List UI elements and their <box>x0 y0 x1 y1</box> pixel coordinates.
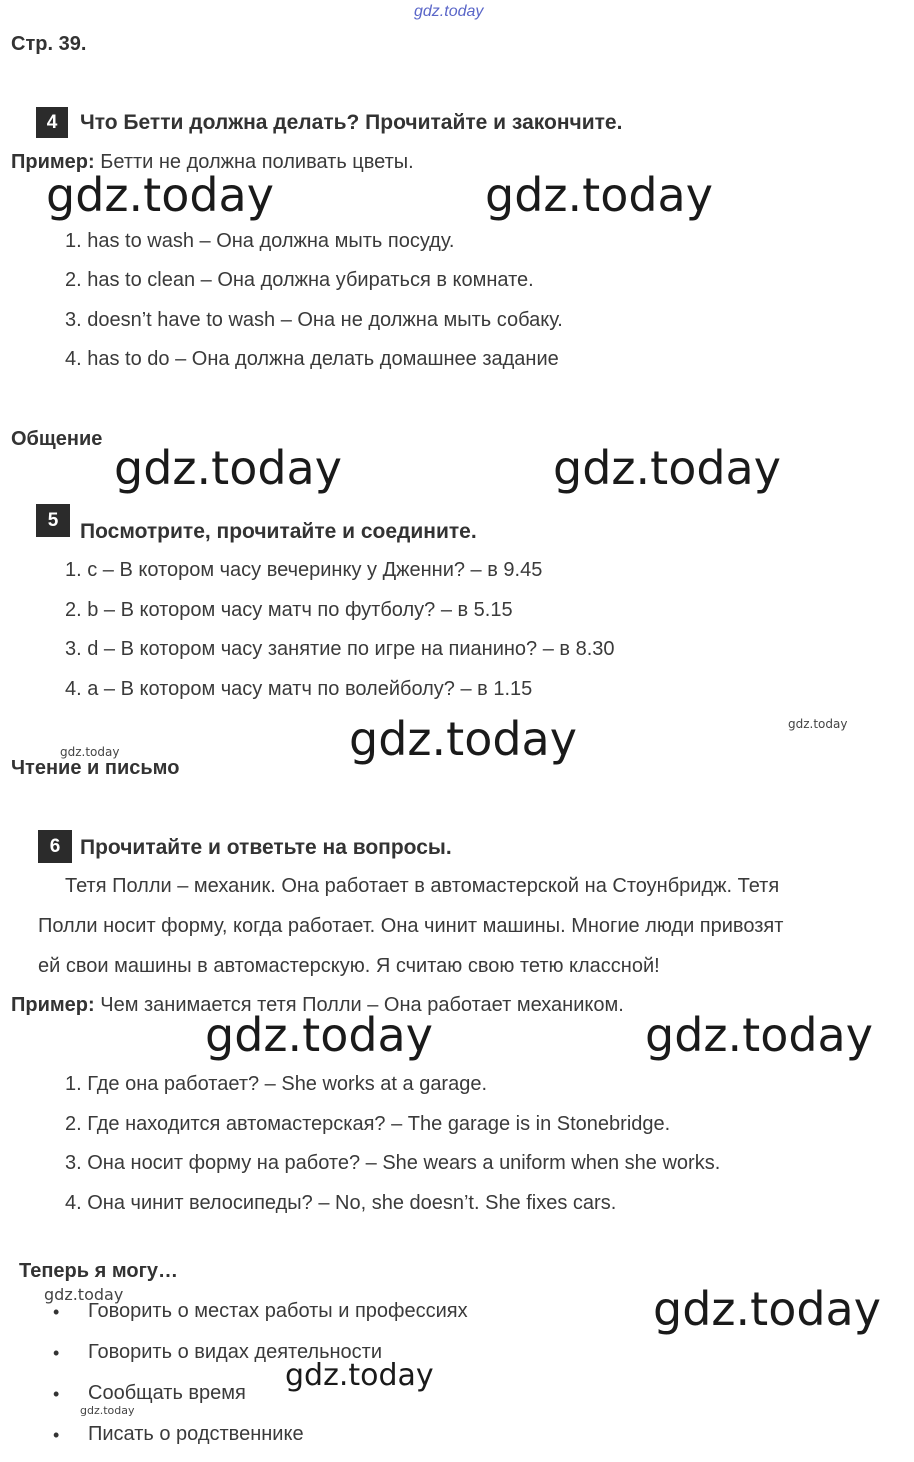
watermark: gdz.today <box>553 441 781 495</box>
bullet-icon: • <box>53 1302 60 1322</box>
bullet-icon: • <box>53 1384 60 1404</box>
watermark-small: gdz.today <box>80 1404 135 1417</box>
watermark-small: gdz.today <box>44 1285 124 1304</box>
can-do-item: Говорить о видах деятельности <box>88 1341 383 1363</box>
exercise-4-item: 3. doesn’t have to wash – Она не должна мыть собаку. <box>65 309 563 331</box>
exercise-4-item: 4. has to do – Она должна делать домашнее задание <box>65 348 559 370</box>
watermark: gdz.today <box>349 712 577 766</box>
exercise-5-number: 5 <box>36 504 70 537</box>
exercise-6-item: 2. Где находится автомастерская? – The garage is in Stonebridge. <box>65 1113 671 1135</box>
top-watermark: gdz.today <box>414 3 484 20</box>
exercise-6-item: 4. Она чинит велосипеды? – No, she doesn’t. She fixes cars. <box>65 1192 617 1214</box>
can-do-item: Сообщать время <box>88 1382 246 1404</box>
watermark: gdz.today <box>46 168 274 222</box>
exercise-4-title: Что Бетти должна делать? Прочитайте и закончите. <box>80 111 623 134</box>
can-do-item: Говорить о местах работы и профессиях <box>88 1300 468 1322</box>
exercise-4-number: 4 <box>36 107 68 138</box>
watermark: gdz.today <box>285 1358 434 1393</box>
section-communication: Общение <box>11 428 103 450</box>
exercise-4-item: 1. has to wash – Она должна мыть посуду. <box>65 230 455 252</box>
can-do-heading: Теперь я могу… <box>19 1260 179 1282</box>
exercise-6-paragraph-line: Полли носит форму, когда работает. Она чинит машины. Многие люди привозят <box>38 915 784 937</box>
exercise-5-item: 3. d – В котором часу занятие по игре на пианино? – в 8.30 <box>65 638 615 660</box>
bullet-icon: • <box>53 1425 60 1445</box>
bullet-icon: • <box>53 1343 60 1363</box>
exercise-6-item: 3. Она носит форму на работе? – She wears a uniform when she works. <box>65 1152 721 1174</box>
section-reading-writing: Чтение и письмо <box>11 757 180 779</box>
example-label: Пример: <box>11 994 95 1016</box>
can-do-item: Писать о родственнике <box>88 1423 304 1445</box>
exercise-6-title: Прочитайте и ответьте на вопросы. <box>80 836 452 859</box>
exercise-5-item: 1. c – В котором часу вечеринку у Дженни? – в 9.45 <box>65 559 543 581</box>
exercise-5-item: 4. a – В котором часу матч по волейболу? – в 1.15 <box>65 678 533 700</box>
example-label: Пример: <box>11 151 95 173</box>
page-ref: Стр. 39. <box>11 33 87 55</box>
exercise-5-item: 2. b – В котором часу матч по футболу? – в 5.15 <box>65 599 513 621</box>
watermark: gdz.today <box>653 1282 881 1336</box>
watermark: gdz.today <box>645 1008 873 1062</box>
exercise-5-title: Посмотрите, прочитайте и соедините. <box>80 520 477 543</box>
exercise-4-item: 2. has to clean – Она должна убираться в комнате. <box>65 269 534 291</box>
watermark: gdz.today <box>114 441 342 495</box>
watermark-small: gdz.today <box>60 745 120 759</box>
watermark: gdz.today <box>485 168 713 222</box>
example-text: Бетти не должна поливать цветы. <box>94 151 414 173</box>
exercise-6-item: 1. Где она работает? – She works at a garage. <box>65 1073 488 1095</box>
watermark: gdz.today <box>205 1008 433 1062</box>
exercise-6-paragraph-line: ей свои машины в автомастерскую. Я считаю свою тетю классной! <box>38 955 660 977</box>
exercise-6-number: 6 <box>38 830 72 863</box>
watermark-small: gdz.today <box>788 717 848 731</box>
exercise-6-paragraph-line: Тетя Полли – механик. Она работает в автомастерской на Стоунбридж. Тетя <box>65 875 780 897</box>
example-text: Чем занимается тетя Полли – Она работает механиком. <box>94 994 624 1016</box>
